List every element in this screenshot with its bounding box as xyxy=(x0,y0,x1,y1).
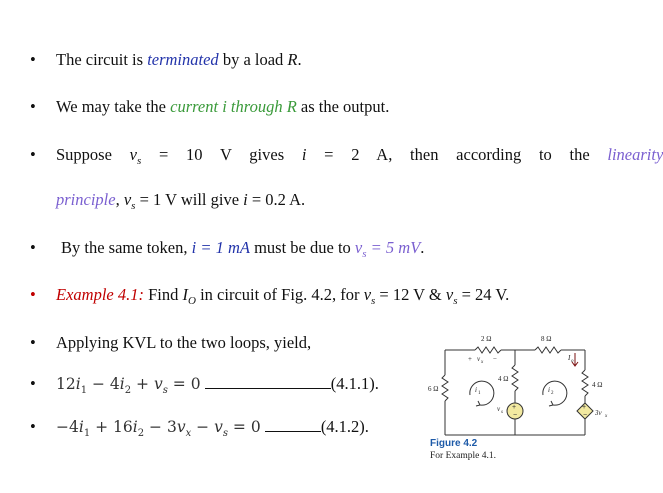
text: must be due to xyxy=(249,238,355,257)
bullet-2-marker: • xyxy=(30,97,36,116)
label-vx: v xyxy=(477,355,481,363)
label-i2-sub: 2 xyxy=(551,391,554,396)
label-Io: I xyxy=(568,354,571,362)
bullet-7-marker: • xyxy=(30,374,36,393)
svg-text:+: + xyxy=(582,404,587,411)
label-Io-sub: o xyxy=(571,359,574,364)
text: in circuit of Fig. 4.2, for xyxy=(195,285,364,304)
text: = 12 V & xyxy=(375,285,446,304)
text: . xyxy=(297,50,302,69)
blank-line xyxy=(205,374,331,389)
bullet-6-marker: • xyxy=(30,333,36,352)
text: as the output. xyxy=(296,97,390,116)
var-v: v xyxy=(129,145,137,164)
bullet-1-text xyxy=(56,50,302,70)
bullet-4-marker: • xyxy=(30,238,36,257)
label-2ohm: 2 Ω xyxy=(481,335,492,343)
text: Find xyxy=(143,285,183,304)
label-3vx-sub: x xyxy=(605,414,608,419)
text: = 1 V will give xyxy=(135,190,244,209)
svg-text:+: + xyxy=(512,404,517,411)
resistor-2ohm xyxy=(475,347,501,353)
bullet-2-text xyxy=(56,97,389,117)
equation-1-math: $12i_1 - 4i_2 + v_s = 0$ xyxy=(56,375,201,397)
equation-2-math: $-4i_1 + 16i_2 - 3v_x - v_s = 0$ xyxy=(56,418,261,440)
emphasis-terminated: terminated xyxy=(147,50,219,69)
var-i: i xyxy=(243,190,248,209)
text: . xyxy=(420,238,425,257)
label-vx-minus: − xyxy=(493,355,497,363)
text: = 0.2 A. xyxy=(247,190,306,209)
text: = 24 V. xyxy=(457,285,510,304)
label-i2: i xyxy=(548,386,550,394)
label-4ohm-mid: 4 Ω xyxy=(498,375,509,383)
variable-R: R xyxy=(287,50,298,69)
var-v: v xyxy=(363,285,372,304)
sub-s: s xyxy=(371,295,376,307)
bullet-1-marker: • xyxy=(30,50,36,69)
svg-text:−: − xyxy=(583,412,588,419)
label-3vx: 3v xyxy=(595,409,602,417)
example-label: Example 4.1: xyxy=(56,285,144,304)
emphasis-current: current i through R xyxy=(170,97,297,116)
emphasis-principle: principle xyxy=(56,190,116,209)
resistor-4ohm-mid xyxy=(512,365,518,391)
text: Suppose xyxy=(56,145,130,164)
loop-arrow-2 xyxy=(543,381,567,405)
bullet-5-text xyxy=(56,285,509,311)
label-vs-sub: s xyxy=(501,410,503,415)
figure-caption-title: Figure 4.2 xyxy=(430,438,478,449)
var-v: v xyxy=(123,190,132,209)
resistor-4ohm-right xyxy=(582,370,588,396)
label-vx-plus: + xyxy=(468,355,472,363)
resistor-6ohm xyxy=(442,375,448,401)
bullet-3-line2 xyxy=(56,190,305,216)
bullet-3-line1 xyxy=(56,145,663,171)
label-vx-sub: x xyxy=(481,360,484,365)
loop-arrow-1 xyxy=(470,381,494,405)
equation-4-1-1 xyxy=(56,374,379,401)
emphasis-i-1mA: i = 1 mA xyxy=(191,238,250,257)
var-v: v xyxy=(445,285,454,304)
sub-O: O xyxy=(188,295,196,307)
var-i: i xyxy=(301,145,307,164)
text: by a load xyxy=(218,50,288,69)
text: = 2 A, then according to the xyxy=(306,145,608,164)
resistor-8ohm xyxy=(535,347,561,353)
text: We may take the xyxy=(56,97,171,116)
text: The circuit is xyxy=(56,50,148,69)
bullet-5-marker: • xyxy=(30,285,36,304)
sub-s: s xyxy=(453,295,458,307)
emphasis-5mV: = 5 mV xyxy=(366,238,421,257)
label-8ohm: 8 Ω xyxy=(541,335,552,343)
label-i1: i xyxy=(475,386,477,394)
bullet-6-text: Applying KVL to the two loops, yield, xyxy=(56,333,312,352)
equation-ref: (4.1.1). xyxy=(330,374,379,393)
sub-s: s xyxy=(136,155,142,167)
text: By the same token, xyxy=(61,238,192,257)
label-6ohm: 6 Ω xyxy=(428,385,439,393)
text: , xyxy=(115,190,124,209)
label-vs: v xyxy=(497,405,501,413)
bullet-4-text xyxy=(61,238,424,264)
emphasis-sub-s: s xyxy=(362,248,367,260)
var-I: I xyxy=(182,285,188,304)
blank-line xyxy=(265,417,321,432)
equation-ref: (4.1.2). xyxy=(320,417,369,436)
bullet-8-marker: • xyxy=(30,417,36,436)
label-i1-sub: 1 xyxy=(478,391,481,396)
bullet-3-marker: • xyxy=(30,145,36,164)
emphasis-v: v xyxy=(354,238,363,257)
figure-caption-subtitle: For Example 4.1. xyxy=(430,451,496,461)
emphasis-linearity: linearity xyxy=(607,145,663,164)
equation-4-1-2 xyxy=(56,417,369,444)
sub-s: s xyxy=(131,200,136,212)
label-4ohm-right: 4 Ω xyxy=(592,381,603,389)
svg-text:−: − xyxy=(513,412,518,419)
text: = 10 V gives xyxy=(141,145,302,164)
